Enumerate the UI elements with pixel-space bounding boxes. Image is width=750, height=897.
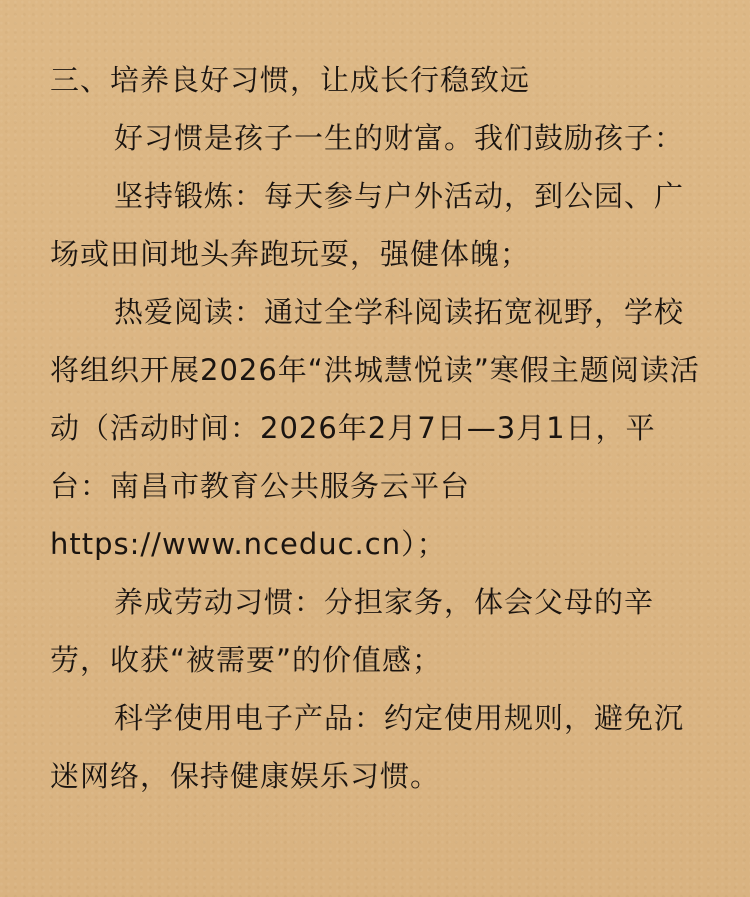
paragraph-intro: 好习惯是孩子一生的财富。我们鼓励孩子： — [114, 121, 685, 155]
paragraph-electronics: 科学使用电子产品：约定使用规则，避免沉迷网络，保持健康娱乐习惯。 — [50, 701, 685, 793]
section-heading: 三、培养良好习惯，让成长行稳致远 — [50, 63, 531, 97]
paragraph-exercise: 坚持锻炼：每天参与户外活动，到公园、广场或田间地头奔跑玩耍，强健体魄； — [50, 179, 685, 271]
paragraph-housework: 养成劳动习惯：分担家务，体会父母的辛劳，收获“被需要”的价值感； — [50, 585, 655, 677]
paragraph-reading: 热爱阅读：通过全学科阅读拓宽视野，学校将组织开展2026年“洪城慧悦读”寒假主题阅读活动（活动时间：2026年2月7日—3月1日，平台：南昌市教育公共服务云平台https://www.nceduc.cn）； — [50, 295, 700, 561]
